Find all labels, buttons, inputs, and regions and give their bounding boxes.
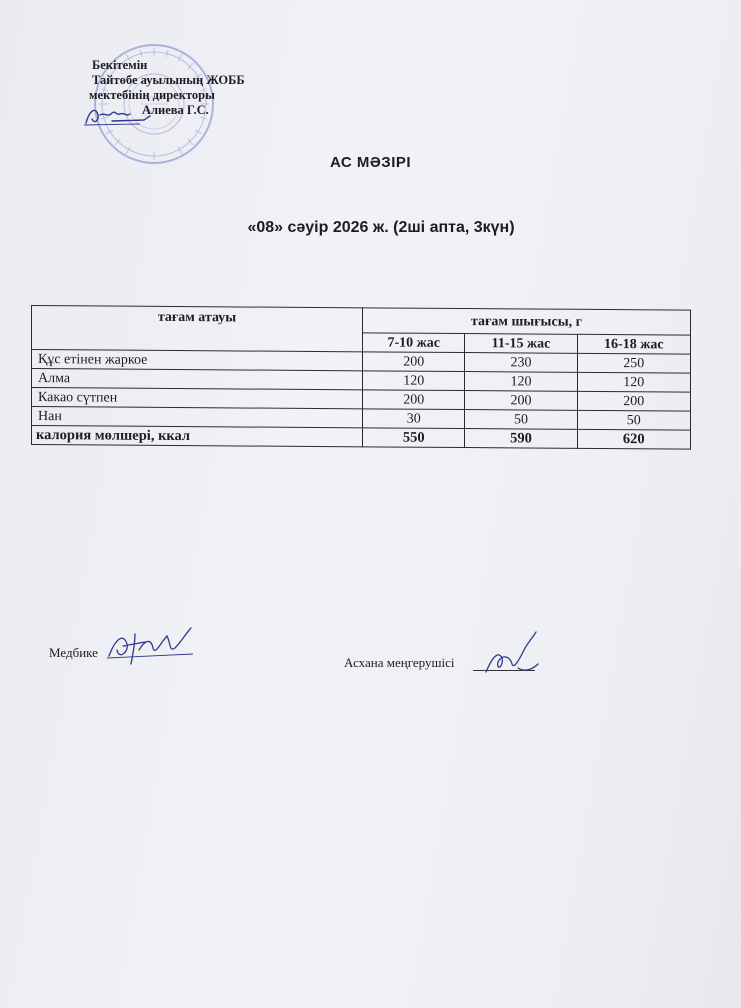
column-header-age-16-18: 16-18 жас xyxy=(577,334,690,354)
nurse-label: Медбике xyxy=(49,645,98,660)
portion-value: 230 xyxy=(465,353,577,373)
chef-signature xyxy=(478,628,544,684)
portion-value: 30 xyxy=(363,409,465,429)
calorie-value: 620 xyxy=(577,429,690,449)
approval-line-approve: Бекітемін xyxy=(92,58,148,72)
approval-line-director-name: Алиева Г.С. xyxy=(142,103,209,117)
calorie-value: 550 xyxy=(363,428,465,448)
portion-value: 50 xyxy=(465,410,577,430)
dish-name: Нан xyxy=(32,407,363,428)
column-header-age-11-15: 11-15 жас xyxy=(465,334,577,354)
chef-label: Асхана меңгерушісі xyxy=(344,655,455,670)
portion-value: 120 xyxy=(465,372,577,392)
total-row xyxy=(32,426,691,450)
column-header-portion-group: тағам шығысы, г xyxy=(363,308,691,335)
column-header-age-7-10: 7-10 жас xyxy=(363,333,465,353)
document-date-line: «08» сәуір 2026 ж. (2ші апта, 3күн) xyxy=(247,219,515,236)
column-header-dish-name: тағам атауы xyxy=(32,306,363,352)
dish-name: Какао сүтпен xyxy=(32,388,363,409)
portion-value: 200 xyxy=(363,352,465,372)
dish-name: Алма xyxy=(32,369,363,390)
portion-value: 200 xyxy=(465,391,577,411)
calorie-value: 590 xyxy=(465,429,577,449)
portion-value: 50 xyxy=(577,410,690,430)
portion-value: 200 xyxy=(577,391,690,411)
approval-line-position: мектебінің директоры xyxy=(89,88,215,102)
nurse-signature xyxy=(105,620,197,676)
portion-value: 120 xyxy=(363,371,465,391)
menu-table xyxy=(31,305,691,450)
portion-value: 120 xyxy=(577,372,690,392)
document-title: АС МӘЗІРІ xyxy=(329,154,412,171)
dish-name: Құс етінен жаркое xyxy=(32,350,363,371)
calorie-label: калория мөлшері, ккал xyxy=(32,426,363,447)
approval-line-school: Тайтөбе ауылының ЖОББ xyxy=(92,73,245,87)
portion-value: 200 xyxy=(363,390,465,410)
director-signature xyxy=(82,103,152,129)
portion-value: 250 xyxy=(577,353,690,373)
